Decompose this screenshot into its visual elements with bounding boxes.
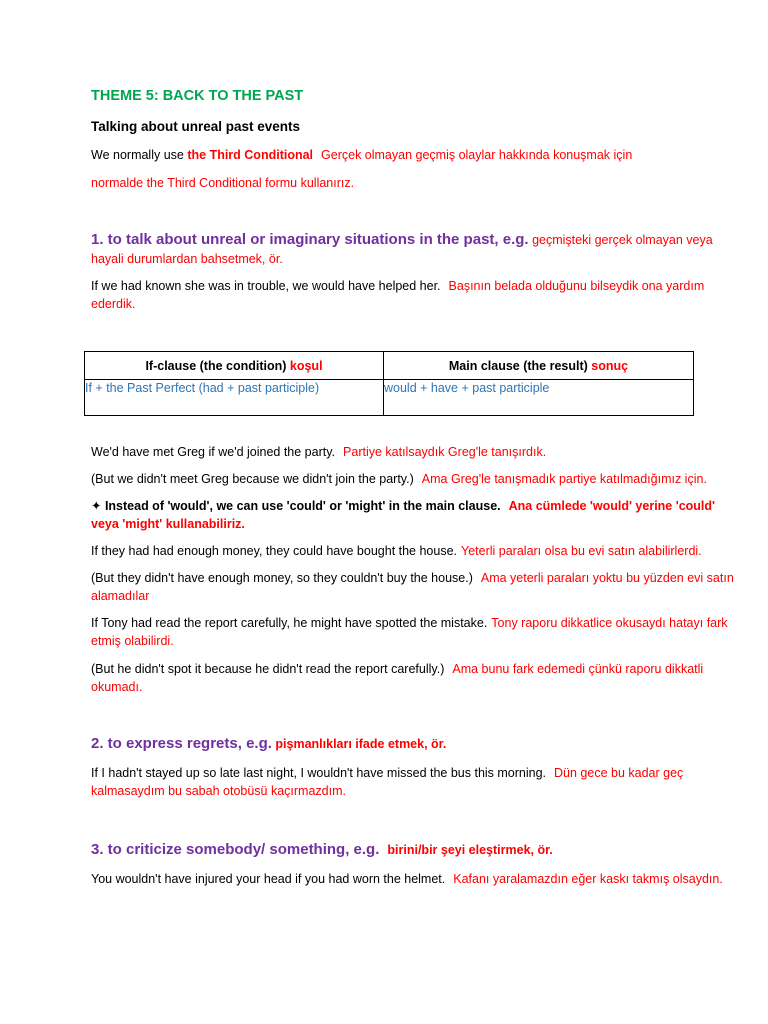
- section-3-example-tr: Kafanı yaralamazdın eğer kaskı takmış olsaydın.: [453, 872, 723, 886]
- section-1-example-en: If we had known she was in trouble, we would have helped her.: [91, 279, 441, 293]
- example-6: [91, 660, 743, 696]
- section-1-example-tr: Başının belada olduğunu bilseydik ona yardım ederdik.: [91, 279, 705, 311]
- example-3-tr: Yeterli paraları olsa bu evi satın alabilirlerdi.: [461, 544, 702, 558]
- table-header-main-clause-tr: sonuç: [591, 358, 629, 373]
- section-2-example: [91, 764, 743, 800]
- table-header-if-clause-tr: koşul: [289, 358, 323, 373]
- example-2-en: (But we didn't meet Greg because we didn't join the party.): [91, 472, 414, 486]
- example-2-tr: Ama Greg'le tanışmadık partiye katılmadığımız için.: [421, 472, 707, 486]
- intro-line-1: [91, 146, 743, 164]
- example-6-en: (But he didn't spot it because he didn't read the report carefully.): [91, 662, 445, 676]
- example-1-en: We'd have met Greg if we'd joined the party.: [91, 445, 336, 459]
- table-row: [85, 380, 694, 416]
- example-4: [91, 569, 743, 605]
- example-2: [91, 470, 743, 488]
- note-could-might: [91, 497, 743, 533]
- example-5-en: If Tony had read the report carefully, he might have spotted the mistake.: [91, 616, 488, 630]
- example-4-tr: Ama yeterli paraları yoktu bu yüzden evi satın alamadılar: [91, 571, 734, 603]
- conditional-table: [84, 351, 694, 416]
- section-3-example: [91, 870, 743, 888]
- example-1-tr: Partiye katılsaydık Greg'le tanışırdık.: [343, 445, 547, 459]
- example-6-tr: Ama bunu fark edemedi çünkü raporu dikkatli okumadı.: [91, 662, 704, 694]
- table-cell-if-formula: If + the Past Perfect (had + past participle): [85, 380, 384, 416]
- section-2-example-tr: Dün gece bu kadar geç kalmasaydım bu sabah otobüsü kaçırmazdım.: [91, 766, 684, 798]
- section-2-title: 2. to express regrets, e.g.: [91, 735, 272, 752]
- example-1: [91, 443, 743, 461]
- section-3-title: 3. to criticize somebody/ something, e.g.: [91, 841, 380, 858]
- example-3-en: If they had had enough money, they could have bought the house.: [91, 544, 458, 558]
- section-1-title-tr: geçmişteki gerçek olmayan veya hayali durumlardan bahsetmek, ör.: [91, 233, 713, 266]
- section-1-title: 1. to talk about unreal or imaginary situations in the past, e.g.: [91, 231, 529, 248]
- intro-highlight: the Third Conditional: [187, 148, 314, 162]
- table-header-main-clause: Main clause (the result) sonuç: [384, 352, 694, 380]
- table-cell-main-formula: would + have + past participle: [384, 380, 694, 416]
- table-header-if-clause: If-clause (the condition) koşul: [85, 352, 384, 380]
- section-2-example-en: If I hadn't stayed up so late last night, I wouldn't have missed the bus this morning.: [91, 766, 547, 780]
- example-5: [91, 614, 743, 650]
- example-5-tr: Tony raporu dikkatlice okusaydı hatayı fark etmiş olabilirdi.: [91, 616, 728, 648]
- note-tr: Ana cümlede 'would' yerine 'could' veya 'might' kullanabiliriz.: [91, 499, 715, 531]
- intro-prefix: We normally use: [91, 148, 188, 162]
- intro-line-2: normalde the Third Conditional formu kullanırız.: [91, 176, 355, 190]
- theme-title: THEME 5: BACK TO THE PAST: [91, 88, 304, 104]
- subtitle: Talking about unreal past events: [91, 119, 301, 134]
- table-header-row: [85, 352, 694, 380]
- section-1-heading: [91, 230, 743, 269]
- section-3-example-en: You wouldn't have injured your head if you had worn the helmet.: [91, 872, 446, 886]
- intro-turkish-1: Gerçek olmayan geçmiş olaylar hakkında konuşmak için: [321, 148, 633, 162]
- section-3-heading: [91, 840, 743, 860]
- section-3-title-tr: birini/bir şeyi eleştirmek, ör.: [387, 843, 553, 857]
- section-1-example: [91, 277, 743, 313]
- example-3: [91, 542, 743, 560]
- section-2-title-tr: pişmanlıkları ifade etmek, ör.: [275, 737, 447, 751]
- section-2-heading: [91, 734, 743, 754]
- example-4-en: (But they didn't have enough money, so they couldn't buy the house.): [91, 571, 473, 585]
- note-en: ✦ Instead of 'would', we can use 'could' or 'might' in the main clause.: [91, 499, 501, 513]
